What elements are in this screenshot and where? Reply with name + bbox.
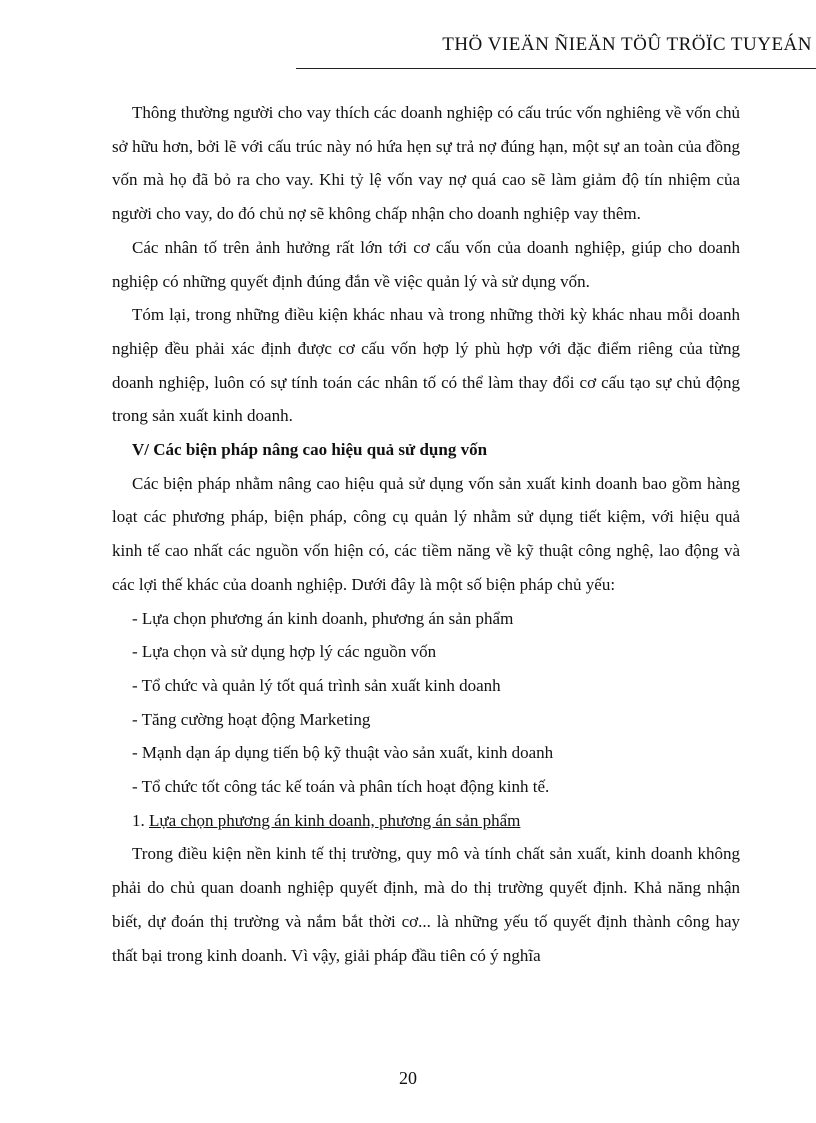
list-item: - Tổ chức và quản lý tốt quá trình sản xuất kinh doanh [132,675,501,695]
header-title: THÖ VIEÄN ÑIEÄN TÖÛ TRÖÏC TUYEÁN [442,34,812,55]
list-item: - Lựa chọn và sử dụng hợp lý các nguồn vốn [132,642,437,662]
section-heading: V/ Các biện pháp nâng cao hiệu quả sử dụng vốn [132,440,488,460]
subsection-heading [112,804,740,838]
subsection-number: 1. [132,810,145,830]
paragraph-lender-preference: Thông thường người cho vay thích các doanh nghiệp có cấu trúc vốn nghiêng về vốn chủ sở hữu hơn, bởi lẽ với cấu trúc này nó hứa hẹn sự trả nợ đúng hạn, một sự an toàn của đồng vốn mà họ đã bỏ ra cho vay. Khi tỷ lệ vốn vay nợ quá cao sẽ làm giảm độ tín nhiệm của người cho vay, do đó chủ nợ sẽ không chấp nhận cho doanh nghiệp vay thêm. [112,103,740,224]
list-item: - Tổ chức tốt công tác kế toán và phân tích hoạt động kinh tế. [132,777,550,797]
paragraph-summary: Tóm lại, trong những điều kiện khác nhau và trong những thời kỳ khác nhau mỗi doanh nghiệp đều phải xác định được cơ cấu vốn hợp lý phù hợp với đặc điểm riêng của từng doanh nghiệp, luôn có sự tính toán các nhân tố có thể làm thay đổi cơ cấu tạo sự chủ động trong sản xuất kinh doanh. [112,305,740,426]
page-number: 20 [399,1068,417,1088]
paragraph-measures: Các biện pháp nhằm nâng cao hiệu quả sử dụng vốn sản xuất kinh doanh bao gồm hàng loạt các phương pháp, biện pháp, công cụ quản lý nhằm sử dụng tiết kiệm, với hiệu quả kinh tế cao nhất các nguồn vốn hiện có, các tiềm năng về kỹ thuật công nghệ, lao động và các lợi thế khác của doanh nghiệp. Dưới đây là một số biện pháp chủ yếu: [112,473,740,594]
document-body [112,96,740,972]
list-item: - Tăng cường hoạt động Marketing [132,709,371,729]
paragraph-factors: Các nhân tố trên ảnh hưởng rất lớn tới cơ cấu vốn của doanh nghiệp, giúp cho doanh nghiệp có những quyết định đúng đắn về việc quản lý và sử dụng vốn. [112,237,740,291]
page-header [296,32,816,69]
list-item: - Mạnh dạn áp dụng tiến bộ kỹ thuật vào sản xuất, kinh doanh [132,743,554,763]
list-item: - Lựa chọn phương án kinh doanh, phương án sản phẩm [132,608,514,628]
paragraph-market: Trong điều kiện nền kinh tế thị trường, quy mô và tính chất sản xuất, kinh doanh không phải do chủ quan doanh nghiệp quyết định, mà do thị trường quyết định. Khả năng nhận biết, dự đoán thị trường và nắm bắt thời cơ... là những yếu tố quyết định thành công hay thất bại trong kinh doanh. Vì vậy, giải pháp đầu tiên có ý nghĩa [112,844,740,965]
subsection-title: Lựa chọn phương án kinh doanh, phương án sản phẩm [149,810,521,830]
